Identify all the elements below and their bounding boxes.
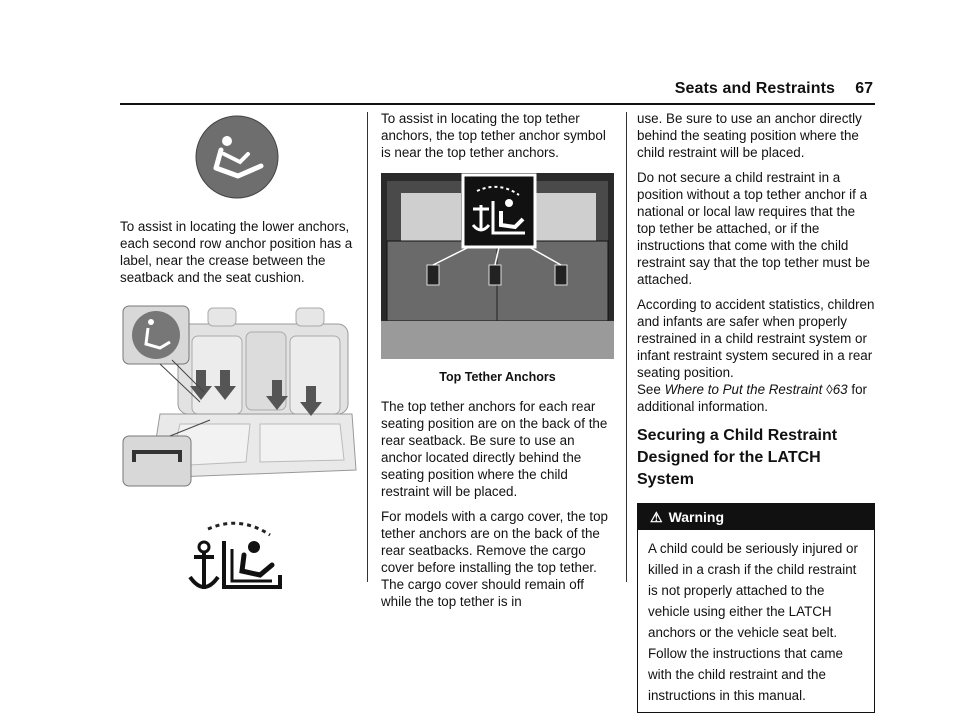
see-reference [637,381,875,415]
page-header [120,78,875,102]
law-paragraph: Do not secure a child restraint in a position without a top tether anchor if a national or local law requires that the top tether be attached, or if the instructions that come with the child restraint say that the top tether must be attached. [637,170,870,287]
column-divider-1 [367,112,368,582]
rear-seat-lower-anchors-illustration [120,302,360,492]
lower-anchor-symbol-icon [120,110,360,205]
section-title: Seats and Restraints [674,80,835,97]
warning-header [638,504,874,530]
warning-triangle-icon: ⚠ [650,509,663,525]
page-number: 67 [855,80,873,97]
cross-reference-page[interactable]: 63 [832,382,848,397]
page-ref-icon: ◊ [826,382,833,397]
cross-reference-link[interactable]: Where to Put the Restraint [664,382,823,397]
statistics-paragraph: According to accident statistics, children and infants are safer when properly restrained in a child restraint system or infant restraint system secured in a rear seating position. [637,297,875,380]
warning-title: Warning [668,509,725,525]
tether-location-paragraph: The top tether anchors for each rear seating position are on the back of the rear seatback. Be sure to use an anchor located directly behind the seating position where the child restraint will be placed. [381,399,608,499]
see-suffix: for additional information. [637,382,867,414]
column-2 [381,110,614,618]
top-tether-symbol-icon [120,519,360,609]
tether-symbol-paragraph: To assist in locating the top tether anchors, the top tether anchor symbol is near the top tether anchors. [381,111,606,160]
warning-text: A child could be seriously injured or killed in a crash if the child restraint is not properly attached to the vehicle using either the LATCH anchors or the vehicle seat belt. Follow the instructions that came with the child restraint and the instructions in this manual. [648,541,858,703]
header-rule [120,103,875,105]
lower-anchor-paragraph: To assist in locating the lower anchors, each second row anchor position has a label, near the crease between the seatback and the seat cushion. [120,219,353,285]
warning-box [637,503,875,713]
see-prefix: See [637,382,661,397]
cargo-cover-paragraph: For models with a cargo cover, the top tether anchors are on the back of the rear seatbacks. Remove the cargo cover before installing the top tether. The cargo cover should remain off while the top tether is in [381,509,609,609]
column-1 [120,110,360,614]
column-3 [637,110,875,713]
column-divider-2 [626,112,627,582]
continued-paragraph: use. Be sure to use an anchor directly behind the seating position where the child restraint will be placed. [637,111,862,160]
top-tether-anchors-photo [381,173,614,359]
section-heading: Securing a Child Restraint Designed for the LATCH System [637,427,838,488]
figure-caption: Top Tether Anchors [439,370,556,384]
